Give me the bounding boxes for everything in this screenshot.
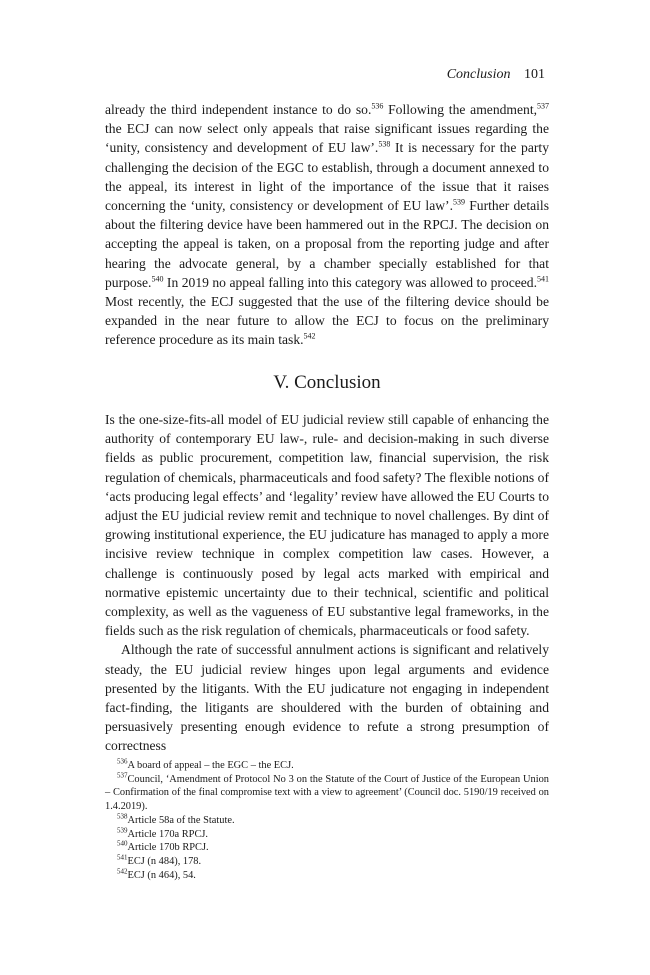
footnote-539 bbox=[105, 828, 549, 842]
footnote-ref[interactable]: 542 bbox=[303, 331, 316, 341]
text-run: Most recently, the ECJ suggested that the use of the filtering device should be expanded in the near future to allow the ECJ to focus on the preliminary reference procedure as its main task. bbox=[105, 294, 549, 348]
footnote-ref[interactable]: 538 bbox=[378, 139, 391, 149]
footnote-number: 542 bbox=[117, 867, 128, 876]
footnote-541 bbox=[105, 855, 549, 869]
footnote-ref[interactable]: 537 bbox=[537, 101, 549, 111]
footnote-ref[interactable]: 541 bbox=[537, 274, 549, 284]
footnote-text: Article 170b RPCJ. bbox=[127, 842, 209, 854]
footnote-number: 537 bbox=[117, 771, 128, 780]
footnote-text: Article 170a RPCJ. bbox=[127, 828, 209, 840]
footnote-536 bbox=[105, 759, 549, 773]
footnotes bbox=[105, 759, 549, 882]
text-run: Further details about the filtering device have been hammered out in the RPCJ. The decision on accepting the appeal is taken, on a proposal from the reporting judge and after hearing the advocate general, by a chamber specially established for that purpose. bbox=[105, 198, 549, 290]
text-run: Following the amendment, bbox=[383, 102, 537, 117]
paragraph: Is the one-size-fits-all model of EU judicial review still capable of enhancing the authority of contemporary EU law-, rule- and decision-making in such diverse fields as public procurement, competition law, financial supervision, the risk regulation of chemicals, pharmaceuticals and food safety? The flexible notions of ‘acts producing legal effects’ and ‘legality’ review have allowed the EU Courts to adjust the EU judicial review remit and technique to novel challenges. By dint of growing institutional experience, the EU judicature has managed to apply a more incisive review technique in complex competition law cases. However, a challenge is continuously posed by legal acts marked with empirical and normative epistemic uncertainty due to their technical, scientific and political complexity, as well as the vagueness of EU substantive legal frameworks, in the fields such as the risk regulation of chemicals, pharmaceuticals or food safety. bbox=[105, 412, 549, 639]
page-number: 101 bbox=[524, 67, 545, 82]
footnote-text: Article 58a of the Statute. bbox=[127, 814, 235, 826]
footnote-542 bbox=[105, 869, 549, 883]
footnote-text: ECJ (n 484), 178. bbox=[127, 855, 202, 867]
text-run: already the third independent instance to do so. bbox=[105, 102, 372, 117]
footnote-number: 539 bbox=[117, 826, 128, 835]
footnote-ref[interactable]: 539 bbox=[452, 197, 465, 207]
paragraph: Although the rate of successful annulment actions is significant and relatively steady, the EU judicial review hinges upon legal arguments and evidence presented by the litigants. With the EU judicature not engaging in independent fact-finding, the litigants are shouldered with the burden of obtaining and persuasively presenting enough evidence to refute a strong presumption of correctness bbox=[105, 642, 549, 754]
footnote-ref[interactable]: 540 bbox=[151, 274, 164, 284]
footnote-text: ECJ (n 464), 54. bbox=[127, 869, 196, 881]
text-run: In 2019 no appeal falling into this category was allowed to proceed. bbox=[163, 274, 537, 290]
footnote-text: Council, ‘Amendment of Protocol No 3 on the Statute of the Court of Justice of the European Union – Confirmation of the final compromise text with a view to agreement’ (Council doc. 5190/19 received on 1.4.2019). bbox=[105, 773, 549, 813]
footnote-537 bbox=[105, 773, 549, 814]
text-run: It is necessary for the party challenging the decision of the EGC to establish, through a document annexed to the appeal, its interest in light of the importance of the issue that it raises concerning the ‘unity, consistency or development of EU law’. bbox=[105, 140, 549, 214]
section-heading: V. Conclusion bbox=[273, 372, 381, 393]
text-run: the ECJ can now select only appeals that raise significant issues regarding the ‘unity, consistency and development of EU law’. bbox=[105, 121, 549, 156]
footnote-ref[interactable]: 536 bbox=[371, 101, 384, 111]
footnote-538 bbox=[105, 814, 549, 828]
footnote-number: 541 bbox=[117, 853, 128, 862]
footnote-540 bbox=[105, 841, 549, 855]
running-header bbox=[447, 66, 545, 84]
paragraph-continued bbox=[105, 100, 549, 350]
footnote-number: 538 bbox=[117, 812, 128, 821]
footnote-number: 540 bbox=[117, 839, 128, 848]
footnote-number: 536 bbox=[117, 757, 128, 766]
footnote-text: A board of appeal – the EGC – the ECJ. bbox=[127, 760, 294, 771]
conclusion-body bbox=[105, 410, 549, 756]
running-title: Conclusion bbox=[446, 67, 511, 82]
